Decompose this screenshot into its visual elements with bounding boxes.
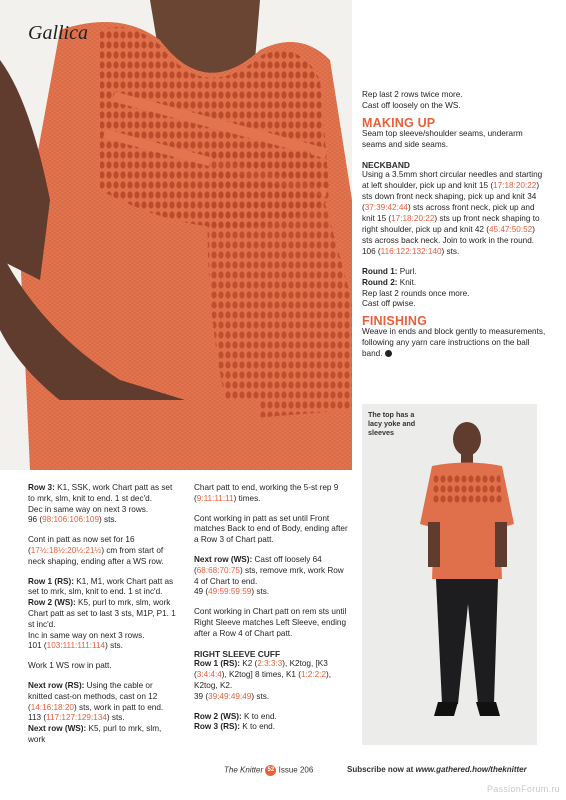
castoff-line: Cast off loosely on the WS. xyxy=(362,100,461,110)
full-length-model-illustration xyxy=(362,404,537,745)
making-up-text: Seam top sleeve/shoulder seams, underarm seams and side seams. xyxy=(362,128,523,149)
issue-label: Issue 206 xyxy=(278,765,314,775)
subscribe-link[interactable]: www.gathered.how/theknitter xyxy=(415,765,527,774)
side-photo xyxy=(362,404,537,745)
cuff-row3-line: Row 3 (RS): K to end. xyxy=(194,722,276,732)
finishing-heading: FINISHING xyxy=(362,314,427,329)
next-ws-castoff-line: Next row (WS): Cast off loosely 64 (68:68:70:75) sts, remove mrk, work Row 4 of Chart to end. xyxy=(194,554,344,586)
column-2 xyxy=(194,483,349,733)
dec-line: Dec in same way on next 3 rows. xyxy=(28,504,149,514)
main-photo xyxy=(0,0,352,470)
footer-magazine xyxy=(224,765,313,776)
round1-line: Round 1: Purl. xyxy=(362,266,417,276)
inc-line: Inc in same way on next 3 rows. xyxy=(28,630,145,640)
column-1 xyxy=(28,483,178,746)
subscribe-text: Subscribe now at xyxy=(347,765,416,774)
finishing-text: Weave in ends and block gently to measurements, following any yarn care instructions on the ball band. xyxy=(362,327,546,359)
footer-subscribe xyxy=(347,765,527,774)
sweater-model-illustration xyxy=(0,0,352,470)
pattern-title: Gallica xyxy=(28,22,88,44)
row1-line: Row 1 (RS): K1, M1, work Chart patt as set to mrk, slm, knit to end. 1 st inc'd. xyxy=(28,576,174,597)
photo-caption: The top has a lacy yoke and sleeves xyxy=(368,410,416,437)
rep-line: Rep last 2 rows twice more. xyxy=(362,90,463,99)
rep-rounds-line: Rep last 2 rounds once more. xyxy=(362,288,470,298)
cont-chart-line: Cont working in Chart patt on rem sts until Right Sleeve matches Left Sleeve, ending after a Row 4 of Chart patt. xyxy=(194,607,347,638)
right-top-column xyxy=(362,90,547,360)
row2-line: Row 2 (WS): K5, purl to mrk, slm, work Chart patt as set to last 3 sts, M1P, P1. 1 st inc'd. xyxy=(28,598,176,629)
page-number-badge: 52 xyxy=(265,765,276,776)
neckband-text: Using a 3.5mm short circular needles and starting at left shoulder, pick up and knit 15 (17:18:20:22) sts down front neck shaping, pick up and knit 34 (37:39:42:44) sts across front neck, pick up and knit 15 (17:18:20:22) sts up front neck shaping to right shoulder, pick up and knit 42 (45:47:50:52) sts across back neck. Join to work in the round. 106 (116:122:132:140) sts. xyxy=(362,170,543,256)
cuff-row1-line: Row 1 (RS): K2 (2:3:3:3), K2tog, [K3 (3:4:4:4), K2tog] 8 times, K1 (1:2:2:2), K2tog, K2. xyxy=(194,659,332,690)
cont-front-line: Cont working in patt as set until Front matches Back to end of Body, ending after a Row 3 of Chart patt. xyxy=(194,513,348,545)
end-mark-icon xyxy=(385,350,392,357)
cuff-row1-count: 39 (39:49:49:49) sts. xyxy=(194,691,270,701)
making-up-heading: MAKING UP xyxy=(362,115,436,130)
right-sleeve-cuff-heading: RIGHT SLEEVE CUFF xyxy=(194,648,281,659)
next-rs-line: Next row (RS): Using the cable or knitted cast-on methods, cast on 12 (14:16:18:20) sts, work in patt to end. xyxy=(28,680,164,712)
inc-count: 101 (103:111:111:114) sts. xyxy=(28,641,123,651)
dec-count: 96 (98:106:106:109) sts. xyxy=(28,515,117,525)
neckband-heading: NECKBAND xyxy=(362,159,410,170)
chart-rep-line: Chart patt to end, working the 5-st rep 9 (9:11:11:11) times. xyxy=(194,483,339,503)
round2-line: Round 2: Knit. xyxy=(362,277,417,287)
next-ws-line: Next row (WS): K5, purl to mrk, slm, work xyxy=(28,724,162,744)
cont-patt-line: Cont in patt as now set for 16 (17½:18½:20½:21½) cm from start of neck shaping, ending after a WS row. xyxy=(28,535,164,566)
next-ws-count: 49 (49:59:59:59) sts. xyxy=(194,587,270,597)
work-ws-line: Work 1 WS row in patt. xyxy=(28,661,112,671)
watermark: PassionForum.ru xyxy=(486,784,560,794)
cuff-row2-line: Row 2 (WS): K to end. xyxy=(194,711,277,721)
castoff-pwise-line: Cast off pwise. xyxy=(362,299,416,309)
row3-line: Row 3: K1, SSK, work Chart patt as set to mrk, slm, knit to end. 1 st dec'd. xyxy=(28,483,173,503)
magazine-name: The Knitter xyxy=(224,765,264,775)
next-rs-count: 113 (117:127:129:134) sts. xyxy=(28,713,125,723)
